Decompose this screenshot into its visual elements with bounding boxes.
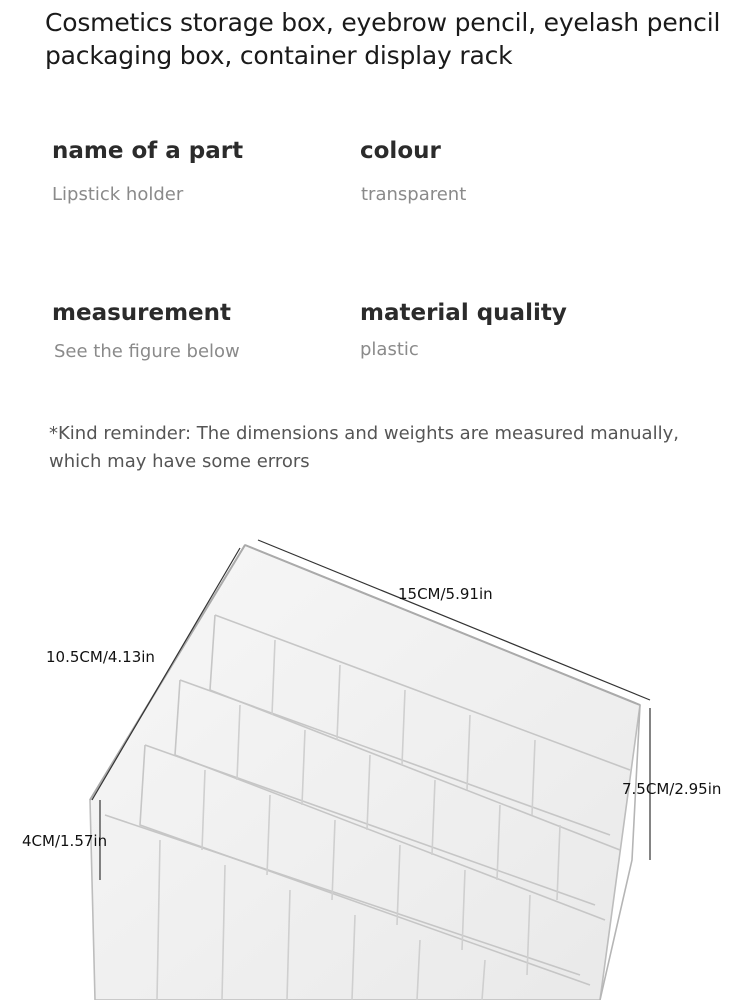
spec-label-colour: colour (360, 138, 441, 164)
spec-label-part: name of a part (52, 138, 244, 164)
spec-label-measurement: measurement (52, 300, 232, 326)
page-title: Cosmetics storage box, eyebrow pencil, eyelash pencil packaging box, container display rack (45, 8, 721, 70)
spec-value-part: Lipstick holder (52, 184, 184, 205)
spec-label-material: material quality (360, 300, 567, 326)
dimension-length: 15CM/5.91in (398, 585, 493, 603)
spec-value-material: plastic (360, 339, 419, 360)
kind-reminder: *Kind reminder: The dimensions and weights are measured manually, which may have some errors (49, 423, 679, 472)
lipstick-holder-image (0, 520, 750, 1000)
spec-value-measurement: See the figure below (54, 341, 240, 362)
dimension-height-front: 4CM/1.57in (22, 832, 108, 850)
dimension-height-back: 7.5CM/2.95in (622, 780, 722, 798)
spec-value-colour: transparent (361, 184, 467, 205)
dimension-width: 10.5CM/4.13in (46, 648, 155, 666)
